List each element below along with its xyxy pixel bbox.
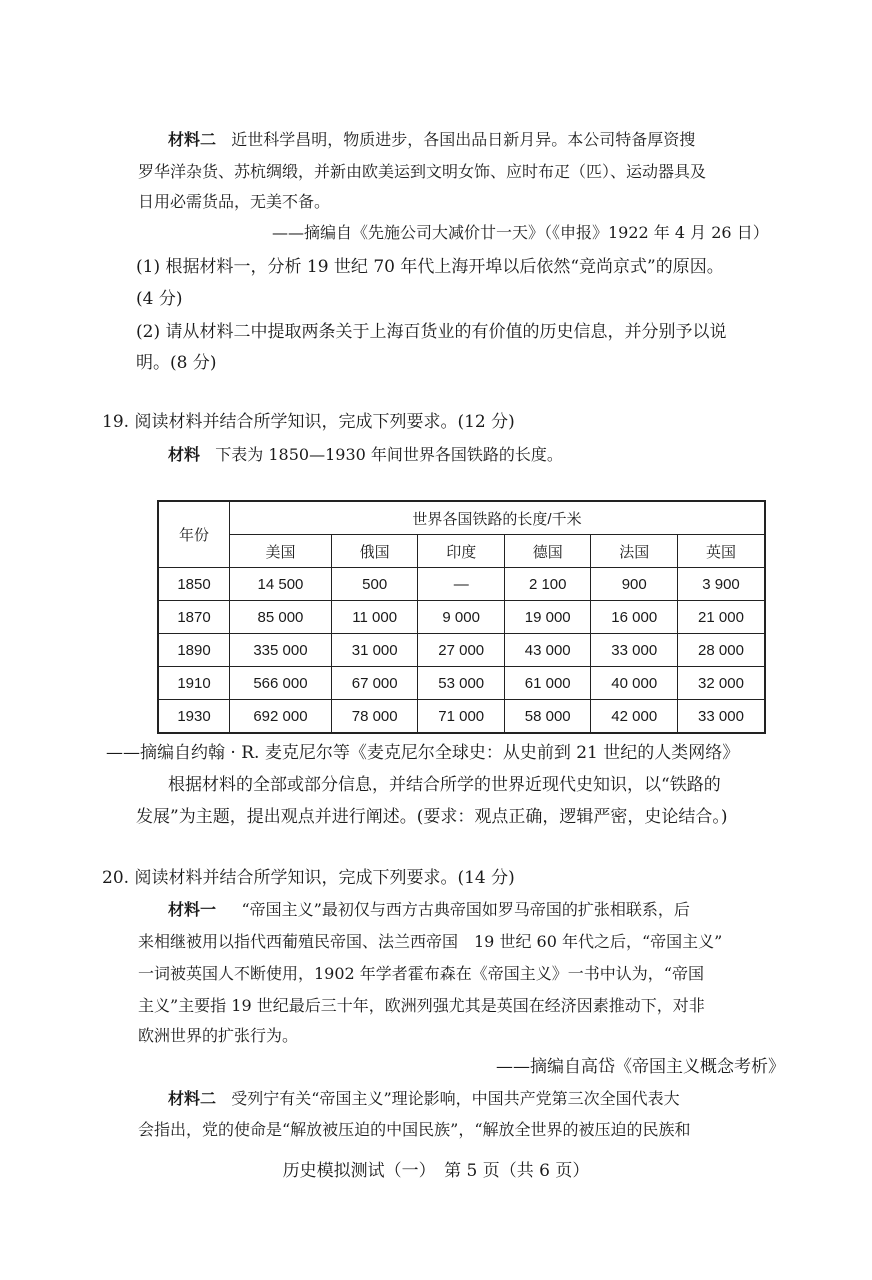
cell-year: 1850	[158, 568, 230, 601]
table-row	[158, 601, 765, 634]
col-header-usa: 美国	[230, 535, 332, 568]
table-title: 世界各国铁路的长度/千米	[230, 501, 766, 535]
cell-value: 19 000	[504, 601, 591, 634]
q19-title: 19. 阅读材料并结合所学知识，完成下列要求。(12 分)	[102, 412, 515, 432]
cell-value: 33 000	[591, 634, 678, 667]
cell-value: 71 000	[418, 700, 505, 734]
col-header-germany: 德国	[504, 535, 591, 568]
col-header-uk: 英国	[677, 535, 765, 568]
cell-value: 500	[331, 568, 418, 601]
cell-value: 16 000	[591, 601, 678, 634]
q18-part2: (2) 请从材料二中提取两条关于上海百货业的有价值的历史信息，并分别予以说	[136, 322, 727, 342]
cell-value: 9 000	[418, 601, 505, 634]
q20-material1-source: ——摘编自高岱《帝国主义概念考析》	[496, 1057, 785, 1077]
q20-material2-label: 材料二	[168, 1089, 217, 1108]
col-header-france: 法国	[591, 535, 678, 568]
cell-value: 14 500	[230, 568, 332, 601]
q20-material1-line2: 来相继被用以指代西葡殖民帝国、法兰西帝国 19 世纪 60 年代之后，“帝国主义”	[138, 932, 723, 951]
q19-material-label: 材料	[168, 445, 201, 464]
cell-value: 43 000	[504, 634, 591, 667]
q19-source: ——摘编自约翰 · R. 麦克尼尔等《麦克尼尔全球史：从史前到 21 世纪的人类网络》	[106, 743, 740, 763]
cell-value: 28 000	[677, 634, 765, 667]
q18-material2-label: 材料二	[168, 130, 217, 149]
table-header-year: 年份	[158, 501, 230, 568]
table-row	[158, 634, 765, 667]
col-header-russia: 俄国	[331, 535, 418, 568]
cell-value: 27 000	[418, 634, 505, 667]
q18-material2-line1: 材料二 近世科学昌明，物质进步，各国出品日新月异。本公司特备厚资搜	[168, 130, 696, 149]
q20-material1-line3: 一词被英国人不断使用，1902 年学者霍布森在《帝国主义》一书中认为，“帝国	[138, 964, 704, 983]
cell-value: 58 000	[504, 700, 591, 734]
q18-material2-line3: 日用必需货品，无美不备。	[138, 192, 331, 211]
table-row	[158, 568, 765, 601]
q20-material2-line1: 材料二 受列宁有关“帝国主义”理论影响，中国共产党第三次全国代表大	[168, 1089, 680, 1108]
cell-year: 1890	[158, 634, 230, 667]
cell-value: —	[418, 568, 505, 601]
q18-part2-cont: 明。(8 分)	[136, 353, 217, 373]
cell-value: 42 000	[591, 700, 678, 734]
q18-part1-score: (4 分)	[136, 289, 183, 309]
cell-value: 40 000	[591, 667, 678, 700]
cell-value: 67 000	[331, 667, 418, 700]
q20-material1-line1: 材料一 “帝国主义”最初仅与西方古典帝国如罗马帝国的扩张相联系，后	[168, 900, 690, 919]
q19-task-line1: 根据材料的全部或部分信息，并结合所学的世界近现代史知识，以“铁路的	[168, 775, 721, 795]
q20-title: 20. 阅读材料并结合所学知识，完成下列要求。(14 分)	[102, 868, 515, 888]
cell-year: 1910	[158, 667, 230, 700]
q20-material1-line4: 主义”主要指 19 世纪最后三十年，欧洲列强尤其是英国在经济因素推动下，对非	[138, 996, 705, 1015]
cell-value: 33 000	[677, 700, 765, 734]
page-footer: 历史模拟测试（一） 第 5 页（共 6 页）	[282, 1161, 590, 1181]
table-row	[158, 667, 765, 700]
cell-value: 32 000	[677, 667, 765, 700]
q20-material1-line5: 欧洲世界的扩张行为。	[138, 1026, 299, 1045]
cell-year: 1930	[158, 700, 230, 734]
cell-value: 900	[591, 568, 678, 601]
cell-value: 335 000	[230, 634, 332, 667]
q19-task-line2: 发展”为主题，提出观点并进行阐述。(要求：观点正确，逻辑严密，史论结合。)	[136, 807, 728, 827]
cell-value: 692 000	[230, 700, 332, 734]
cell-value: 31 000	[331, 634, 418, 667]
col-header-india: 印度	[418, 535, 505, 568]
cell-year: 1870	[158, 601, 230, 634]
cell-value: 53 000	[418, 667, 505, 700]
q18-material2-source: ——摘编自《先施公司大减价廿一天》（《申报》1922 年 4 月 26 日）	[272, 223, 769, 242]
cell-value: 2 100	[504, 568, 591, 601]
cell-value: 78 000	[331, 700, 418, 734]
q18-part1: (1) 根据材料一，分析 19 世纪 70 年代上海开埠以后依然“竞尚京式”的原因。	[136, 257, 724, 277]
q18-material2-line2: 罗华洋杂货、苏杭绸缎，并新由欧美运到文明女饰、应时布疋（匹）、运动器具及	[138, 162, 707, 181]
cell-value: 11 000	[331, 601, 418, 634]
cell-value: 61 000	[504, 667, 591, 700]
q20-material1-label: 材料一	[168, 900, 217, 919]
q19-material: 材料 下表为 1850—1930 年间世界各国铁路的长度。	[168, 445, 563, 464]
cell-value: 21 000	[677, 601, 765, 634]
table-row	[158, 700, 765, 734]
cell-value: 85 000	[230, 601, 332, 634]
cell-value: 3 900	[677, 568, 765, 601]
q20-material2-line2: 会指出，党的使命是“解放被压迫的中国民族”，“解放全世界的被压迫的民族和	[138, 1120, 691, 1139]
railway-table	[157, 500, 766, 734]
cell-value: 566 000	[230, 667, 332, 700]
